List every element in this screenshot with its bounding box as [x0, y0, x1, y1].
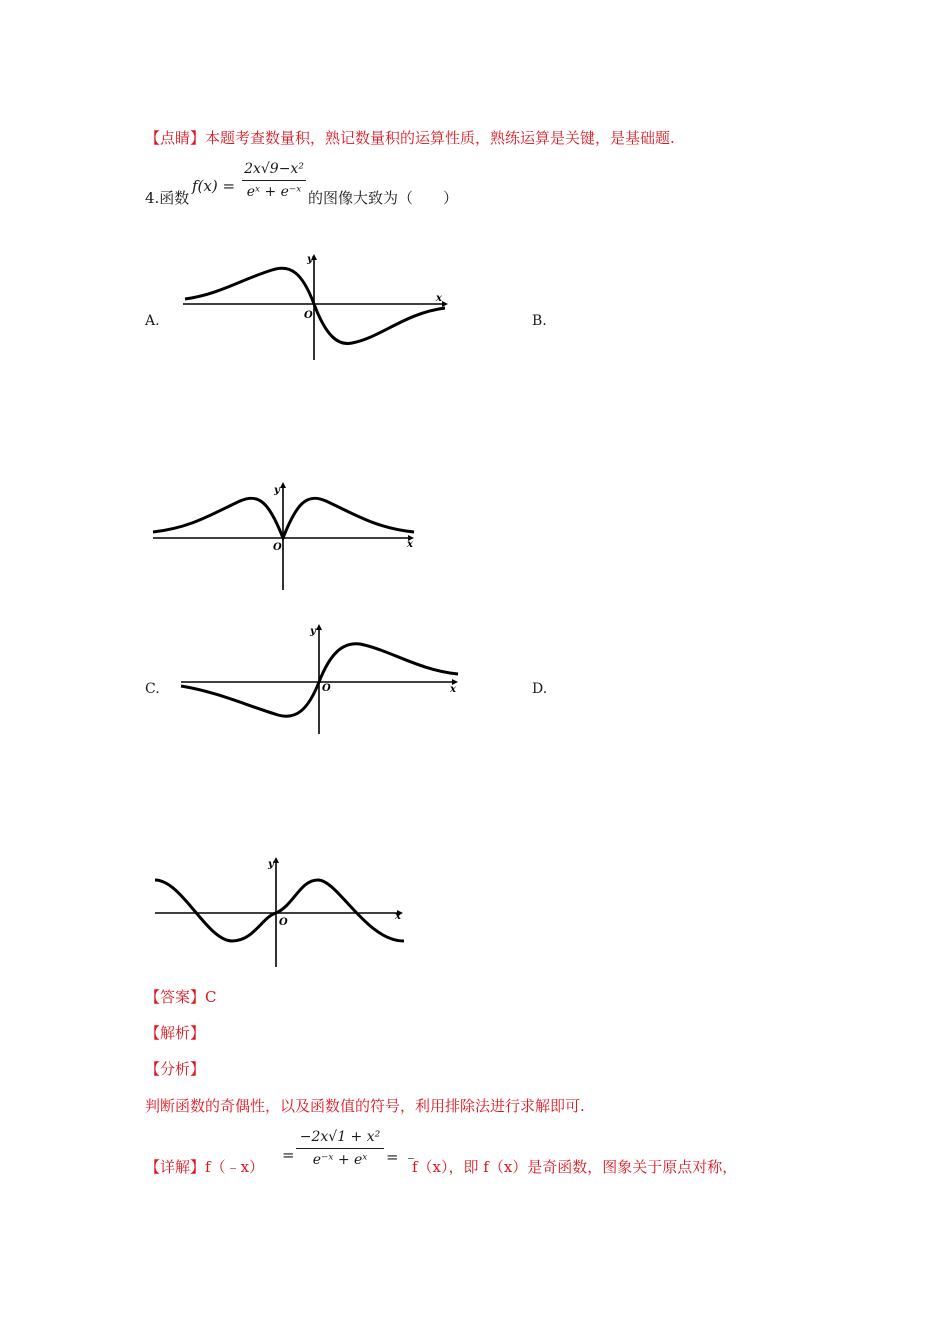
comment-label: 【点睛】 [145, 129, 206, 147]
question-suffix: 的图像大致为（ ） [308, 189, 459, 207]
graph-c-y-label: y [310, 626, 316, 637]
graph-b-y-arrow [280, 482, 286, 488]
fenxi-text: 判断函数的奇偶性，以及函数值的符号，利用排除法进行求解即可. [145, 1097, 585, 1115]
answer-label: 【答案】 [145, 988, 206, 1006]
detail-text: f（x），即 f（x）是奇函数，图象关于原点对称， [412, 1158, 738, 1176]
graph-c-x-label: x [450, 684, 456, 695]
detail-fraction [296, 1128, 384, 1169]
graph-b-origin-label: O [273, 542, 282, 553]
detail-equals: = [282, 1146, 295, 1164]
detail-denominator: e⁻ˣ + eˣ [312, 1152, 368, 1168]
graph-c-y-arrow [316, 624, 322, 630]
graph-a-x-arrow [442, 301, 448, 307]
question-fx: f(x) = [192, 177, 236, 195]
detail-rhs-equals: = ﹣ [386, 1148, 419, 1166]
answer-value: C [205, 988, 217, 1006]
fraction-bar [242, 180, 306, 181]
detail-numerator: −2x√1 + x² [299, 1129, 381, 1145]
graph-a [180, 250, 450, 365]
graph-a-curve [185, 268, 445, 343]
graph-d-x-label: x [395, 911, 401, 922]
detail-label: 【详解】 [145, 1158, 206, 1176]
graph-d-curve [155, 880, 404, 941]
graph-c-origin-label: O [322, 683, 331, 694]
graph-c [178, 620, 463, 738]
answer-line [145, 987, 217, 1007]
option-b-label: B. [532, 313, 547, 329]
fenxi-label: 【分析】 [145, 1060, 206, 1078]
option-c-label: C. [145, 681, 160, 697]
comment-text: 本题考查数量积，熟记数量积的运算性质，熟练运算是关键，是基础题. [205, 129, 675, 147]
graph-b-x-label: x [407, 539, 413, 550]
graph-b-y-label: y [274, 485, 280, 496]
graph-d [152, 855, 412, 970]
analysis-label: 【解析】 [145, 1024, 206, 1042]
detail-lhs: f（﹣x） [205, 1158, 265, 1176]
comment-line [145, 128, 675, 148]
graph-a-origin-label: O [304, 310, 313, 321]
question-denominator: eˣ + e⁻ˣ [246, 184, 302, 200]
graph-d-y-arrow [273, 857, 279, 863]
graph-b [150, 480, 420, 595]
question-prefix: 4.函数 [145, 189, 190, 207]
detail-fraction-bar [296, 1148, 384, 1149]
option-a-label: A. [145, 313, 160, 329]
question-numerator: 2x√9−x² [244, 161, 304, 177]
detail-label-line [145, 1157, 264, 1177]
question-fraction [242, 160, 306, 201]
graph-a-y-label: y [307, 254, 313, 265]
option-d-label: D. [532, 681, 548, 697]
graph-d-origin-label: O [279, 917, 288, 928]
graph-a-x-label: x [436, 293, 442, 304]
graph-d-y-label: y [268, 859, 274, 870]
